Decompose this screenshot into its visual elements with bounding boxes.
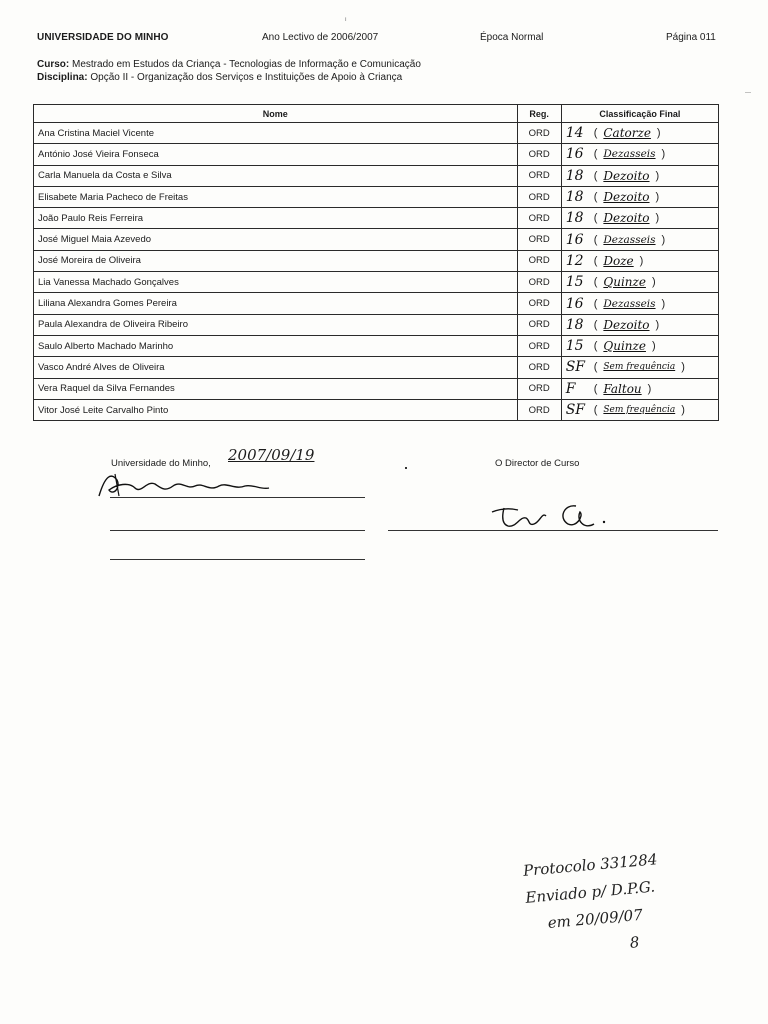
final-grade-cell xyxy=(561,186,718,207)
grade-word: Dezoito xyxy=(603,190,650,205)
registration-type: ORD xyxy=(517,399,561,420)
paren-close: ) xyxy=(651,276,656,289)
paren-close: ) xyxy=(655,212,660,225)
grade-wrap xyxy=(566,168,714,184)
handwritten-date: 2007/09/19 xyxy=(228,446,315,464)
sent-date-line: em 20/09/07 xyxy=(546,905,644,932)
grade-number: 14 xyxy=(565,125,584,142)
header-grade: Classificação Final xyxy=(561,105,718,123)
student-name: Lia Vanessa Machado Gonçalves xyxy=(34,272,518,293)
paren-close: ) xyxy=(681,404,685,416)
registration-type: ORD xyxy=(517,186,561,207)
grade-word: Doze xyxy=(603,253,634,268)
paren-open: ( xyxy=(593,318,598,331)
table-row xyxy=(34,399,719,420)
table-row xyxy=(34,123,719,144)
paren-open: ( xyxy=(593,148,598,161)
final-grade-cell xyxy=(561,378,718,399)
registration-type: ORD xyxy=(517,357,561,378)
table-row xyxy=(34,229,719,250)
student-name: António José Vieira Fonseca xyxy=(34,144,518,165)
paren-open: ( xyxy=(593,404,598,416)
university-signature-label: Universidade do Minho, xyxy=(111,458,211,469)
header-reg: Reg. xyxy=(517,105,561,123)
grades-table xyxy=(33,104,719,421)
table-row xyxy=(34,314,719,335)
paren-close: ) xyxy=(647,382,652,395)
grade-wrap xyxy=(566,338,714,354)
paren-open: ( xyxy=(593,340,598,353)
grade-word: Quinze xyxy=(603,275,646,290)
grade-wrap xyxy=(566,381,714,397)
student-name: Saulo Alberto Machado Marinho xyxy=(34,335,518,356)
table-row xyxy=(34,293,719,314)
page-count-mark: 8 xyxy=(629,933,641,952)
grade-wrap xyxy=(566,402,714,418)
student-name: Elisabete Maria Pacheco de Freitas xyxy=(34,186,518,207)
paren-open: ( xyxy=(593,361,598,374)
scan-mark: ╵ xyxy=(344,19,348,25)
grade-wrap xyxy=(566,317,714,333)
paren-close: ) xyxy=(661,233,666,246)
grade-word: Quinze xyxy=(603,339,646,354)
registration-type: ORD xyxy=(517,314,561,335)
grade-number: 18 xyxy=(565,210,584,227)
header-name: Nome xyxy=(34,105,518,123)
left-signature xyxy=(95,470,275,500)
student-name: José Miguel Maia Azevedo xyxy=(34,229,518,250)
discipline-line xyxy=(37,71,421,84)
signature-line-left-3 xyxy=(110,559,365,560)
final-grade-cell xyxy=(561,399,718,420)
table-row xyxy=(34,165,719,186)
final-grade-cell xyxy=(561,314,718,335)
course-info xyxy=(37,58,421,84)
registration-type: ORD xyxy=(517,378,561,399)
grade-word: Sem frequência xyxy=(603,362,676,373)
student-name: Vasco André Alves de Oliveira xyxy=(34,357,518,378)
table-row xyxy=(34,208,719,229)
grade-wrap xyxy=(566,253,714,269)
student-name: José Moreira de Oliveira xyxy=(34,250,518,271)
grade-word: Dezoito xyxy=(603,211,650,226)
table-body xyxy=(34,123,719,421)
grade-word: Faltou xyxy=(603,381,642,396)
signature-line-left-2 xyxy=(110,530,365,531)
signature-line-right xyxy=(388,530,718,531)
registration-type: ORD xyxy=(517,293,561,314)
grade-word: Dezasseis xyxy=(603,297,656,310)
grade-number: 12 xyxy=(565,252,584,269)
paren-close: ) xyxy=(656,127,661,140)
table-row xyxy=(34,378,719,399)
student-name: João Paulo Reis Ferreira xyxy=(34,208,518,229)
paren-close: ) xyxy=(661,297,666,310)
final-grade-cell xyxy=(561,123,718,144)
grade-wrap xyxy=(566,210,714,226)
table-row xyxy=(34,272,719,293)
grade-number: SF xyxy=(565,402,586,418)
right-signature xyxy=(488,498,618,532)
grade-word: Dezoito xyxy=(603,168,650,183)
final-grade-cell xyxy=(561,357,718,378)
academic-year: Ano Lectivo de 2006/2007 xyxy=(262,32,379,43)
student-name: Carla Manuela da Costa e Silva xyxy=(34,165,518,186)
grade-number: 16 xyxy=(565,231,584,248)
director-label: O Director de Curso xyxy=(495,458,580,469)
paren-close: ) xyxy=(639,254,644,267)
student-name: Liliana Alexandra Gomes Pereira xyxy=(34,293,518,314)
grade-number: SF xyxy=(565,359,586,376)
registration-type: ORD xyxy=(517,165,561,186)
course-line xyxy=(37,58,421,71)
discipline-value: Opção II - Organização dos Serviços e Instituições de Apoio à Criança xyxy=(90,72,403,83)
grade-number: F xyxy=(565,380,576,397)
final-grade-cell xyxy=(561,250,718,271)
table-row xyxy=(34,250,719,271)
registration-type: ORD xyxy=(517,208,561,229)
table-row xyxy=(34,335,719,356)
grade-number: 15 xyxy=(565,338,584,355)
final-grade-cell xyxy=(561,335,718,356)
grade-word: Catorze xyxy=(603,126,651,141)
registration-type: ORD xyxy=(517,250,561,271)
grade-wrap xyxy=(566,232,714,248)
discipline-label: Disciplina: xyxy=(37,72,88,83)
grade-word: Dezasseis xyxy=(603,233,656,246)
student-name: Vera Raquel da Silva Fernandes xyxy=(34,378,518,399)
grade-wrap xyxy=(566,146,714,162)
grade-word: Dezasseis xyxy=(603,148,656,161)
university-name: UNIVERSIDADE DO MINHO xyxy=(37,32,169,43)
grade-wrap xyxy=(566,125,714,141)
final-grade-cell xyxy=(561,208,718,229)
table-row xyxy=(34,357,719,378)
page-number: Página 011 xyxy=(666,32,716,43)
grade-wrap xyxy=(566,274,714,290)
grade-wrap xyxy=(566,189,714,205)
paren-close: ) xyxy=(681,361,685,374)
paren-open: ( xyxy=(593,233,598,246)
exam-period: Época Normal xyxy=(480,32,544,43)
sent-line: Enviado p/ D.P.G. xyxy=(524,877,656,907)
dot-mark xyxy=(405,467,407,469)
protocol-annotation xyxy=(522,846,666,965)
final-grade-cell xyxy=(561,229,718,250)
registration-type: ORD xyxy=(517,335,561,356)
student-name: Ana Cristina Maciel Vicente xyxy=(34,123,518,144)
final-grade-cell xyxy=(561,144,718,165)
registration-type: ORD xyxy=(517,229,561,250)
paren-open: ( xyxy=(593,276,598,289)
paren-open: ( xyxy=(593,212,598,225)
edge-mark: — xyxy=(745,90,751,96)
registration-type: ORD xyxy=(517,144,561,165)
grade-wrap xyxy=(566,296,714,312)
registration-type: ORD xyxy=(517,272,561,293)
grade-word: Sem frequência xyxy=(603,405,676,415)
table-header-row xyxy=(34,105,719,123)
paren-close: ) xyxy=(655,169,660,182)
grade-wrap xyxy=(566,359,714,375)
paren-close: ) xyxy=(655,191,660,204)
grade-number: 18 xyxy=(565,167,584,184)
signature-line-left-1 xyxy=(110,497,365,498)
paren-open: ( xyxy=(593,191,598,204)
course-label: Curso: xyxy=(37,59,70,70)
grade-number: 18 xyxy=(565,316,584,333)
grade-number: 18 xyxy=(565,189,584,206)
course-value: Mestrado em Estudos da Criança - Tecnologias de Informação e Comunicação xyxy=(72,59,421,70)
student-name: Vitor José Leite Carvalho Pinto xyxy=(34,399,518,420)
protocol-line: Protocolo 331284 xyxy=(522,850,659,880)
paren-close: ) xyxy=(651,340,656,353)
grade-number: 15 xyxy=(565,274,584,291)
paren-open: ( xyxy=(593,127,598,140)
paren-open: ( xyxy=(593,169,598,182)
final-grade-cell xyxy=(561,272,718,293)
grade-number: 16 xyxy=(565,295,584,312)
paren-open: ( xyxy=(593,297,598,310)
final-grade-cell xyxy=(561,165,718,186)
paren-open: ( xyxy=(593,254,598,267)
table-row xyxy=(34,186,719,207)
final-grade-cell xyxy=(561,293,718,314)
grade-word: Dezoito xyxy=(603,317,650,332)
table-row xyxy=(34,144,719,165)
grade-number: 16 xyxy=(565,146,584,163)
paren-close: ) xyxy=(655,318,660,331)
student-name: Paula Alexandra de Oliveira Ribeiro xyxy=(34,314,518,335)
paren-close: ) xyxy=(661,148,666,161)
paren-open: ( xyxy=(593,382,598,395)
registration-type: ORD xyxy=(517,123,561,144)
